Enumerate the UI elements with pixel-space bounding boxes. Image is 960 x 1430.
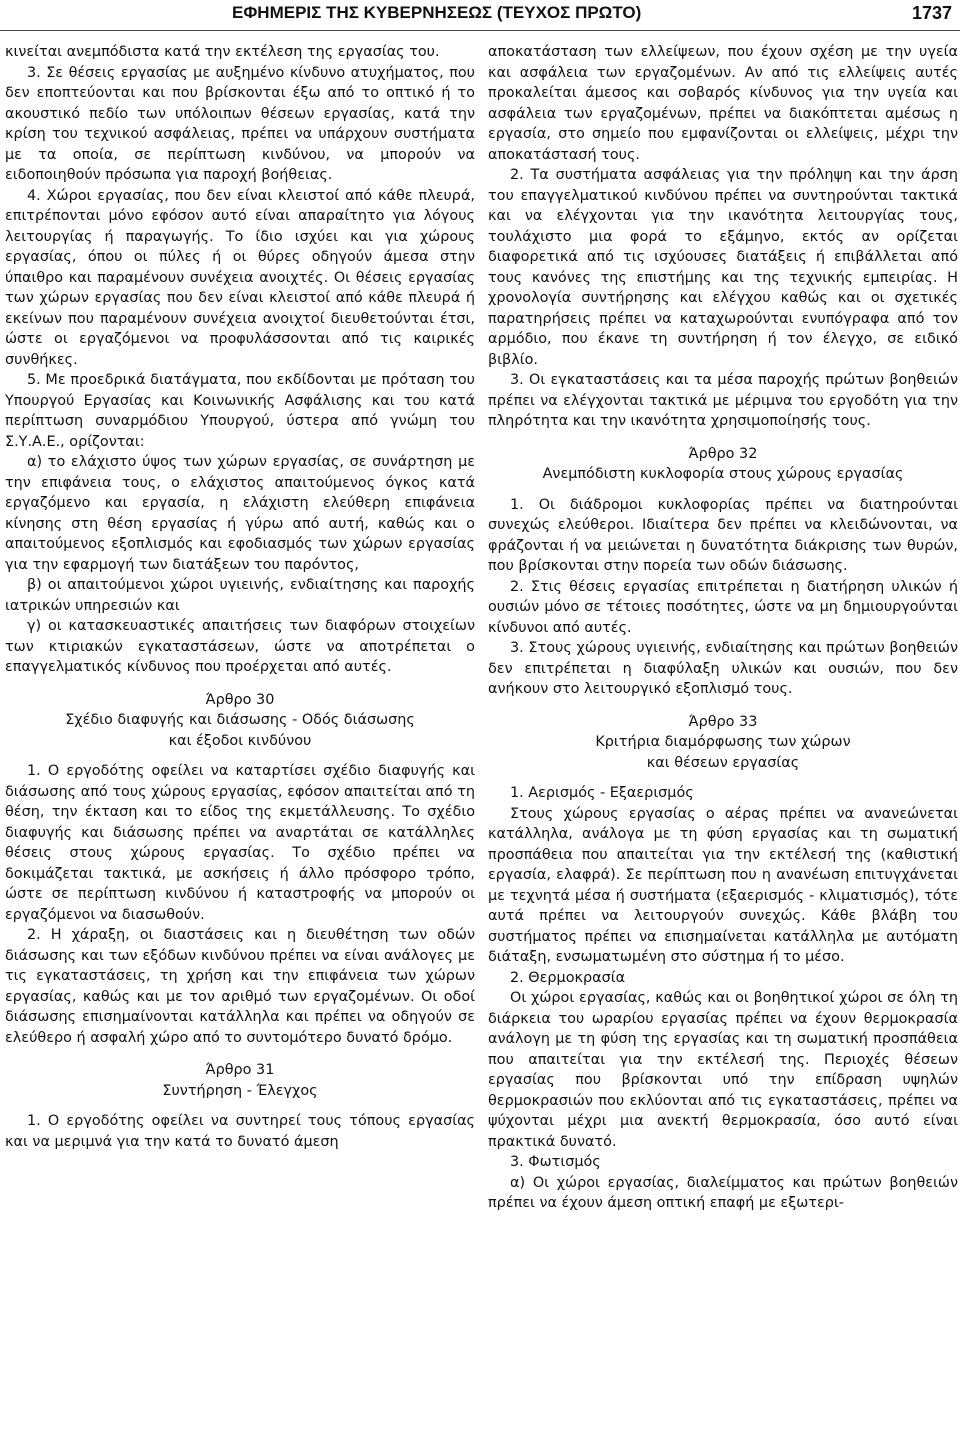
page-header (0, 0, 960, 30)
section-heading: 3. Φωτισμός (510, 1154, 601, 1170)
paragraph: 3. Οι εγκαταστάσεις και τα μέσα παροχής πρώτων βοηθειών πρέπει να ελέγχονται τακτικά με μέριμνα του εργοδότη για την πληρότητα και την ικανότητα χρησιμοποίησής τους. (488, 372, 958, 429)
paragraph: α) το ελάχιστο ύψος των χώρων εργασίας, σε συνάρτηση με την επιφάνεια τους, ο ελάχιστος απαιτούμενος όγκος κατά εργαζόμενο και εργασία, η ελάχιστη ελεύθερη επιφάνεια κίνησης στη θέση εργασίας ή γύρω από αυτή, καθώς και ο απαιτούμενος εξοπλισμός και εφοδιασμός των χώρων εργασίας για την εφαρμογή των διατάξεων του παρόντος, (5, 454, 475, 573)
article-30-heading (5, 690, 475, 752)
paragraph: α) Οι χώροι εργασίας, διαλείμματος και πρώτων βοηθειών πρέπει να έχουν άμεση οπτική επαφή με εξωτερι- (488, 1174, 958, 1211)
article-subtitle: και έξοδοι κινδύνου (168, 732, 312, 749)
article-subtitle: Ανεμπόδιστη κυκλοφορία στους χώρους εργασίας (542, 466, 904, 482)
gazette-title: ΕΦΗΜΕΡΙΣ ΤΗΣ ΚΥΒΕΡΝΗΣΕΩΣ (ΤΕΥΧΟΣ ΠΡΩΤΟ) (232, 3, 642, 22)
article-title: Άρθρο 30 (205, 691, 275, 708)
left-column (5, 42, 475, 1427)
paragraph: 2. Η χάραξη, οι διαστάσεις και η διευθέτηση των οδών διάσωσης και των εξόδων κινδύνου πρέπει να είναι ανάλογες με τις εγκαταστάσεις, τη χρήση και την επιφάνεια των χώρων εργασίας, καθώς και με τον αριθμό των εργαζομένων. Οι οδοί διάσωσης επισημαίνονται κατάλληλα και πρέπει να οδηγούν σε ελεύθερο ή ασφαλή χώρο από το συντομότερο δυνατό δρόμο. (5, 927, 475, 1046)
article-title: Άρθρο 33 (688, 713, 758, 730)
paragraph: 2. Τα συστήματα ασφάλειας για την πρόληψη και την άρση του επαγγελματικού κινδύνου πρέπει να συντηρούνται τακτικά και να ελέγχονται για την ικανότητα λειτουργίας τους, τουλάχιστο μια φορά το εξάμηνο, εκτός αν ορίζεται διαφορετικά από τις ισχύουσες διατάξεις ή επιβάλλεται από τους κανόνες της επιστήμης και της τεχνικής εμπειρίας. Η χρονολογία συντήρησης και ελέγχου καθώς και οι σχετικές παρατηρήσεις πρέπει να καταχωρούνται ενυπόγραφα από τον αρμόδιο, που έκανε τη συντήρηση ή τον έλεγχο, σε ειδικό βιβλίο. (488, 167, 958, 368)
paragraph: 5. Με προεδρικά διατάγματα, που εκδίδονται με πρόταση του Υπουργού Εργασίας και Κοινωνικής Ασφάλισης και του κατά περίπτωση συναρμόδιου Υπουργού, ύστερα από γνώμη του Σ.Υ.Α.Ε., ορίζονται: (5, 372, 475, 450)
paragraph: 1. Ο εργοδότης οφείλει να καταρτίσει σχέδιο διαφυγής και διάσωσης από τους χώρους εργασίας, εφόσον απαιτείται από τη θέση, την έκταση και το είδος της εκμετάλλευσης. Το σχέδιο διαφυγής και διάσωσης πρέπει να αναρτάται σε κατάλληλες θέσεις στους χώρους εργασίας. Το σχέδιο πρέπει να δοκιμάζεται τακτικά, με ασκήσεις ή άλλο πρόσφορο τρόπο, ώστε σε περίπτωση κινδύνου ή καταστροφής να μπορούν οι εργαζόμενοι να διασωθούν. (5, 763, 475, 923)
section-heading: 1. Αερισμός - Εξαερισμός (510, 785, 694, 801)
paragraph: 3. Σε θέσεις εργασίας με αυξημένο κίνδυνο ατυχήματος, που δεν εποπτεύονται και που βρίσκονται έξω από το οπτικό ή το ακουστικό πεδίο των υπόλοιπων θέσεων εργασίας, κατά την κρίση του τεχνικού ασφάλειας, πρέπει να υπάρχουν συστήματα με τα οποία, σε περίπτωση κινδύνου, να μπορούν να ειδοποιηθούν πρόσωπα για παροχή βοήθειας. (5, 64, 475, 183)
paragraph: γ) οι κατασκευαστικές απαιτήσεις των διαφόρων στοιχείων των κτιριακών εγκαταστάσεων, ώστε να αποτρέπεται ο επαγγελματικός κίνδυνος που προέρχεται από αυτές. (5, 618, 475, 675)
paragraph: 3. Στους χώρους υγιεινής, ενδιαίτησης και πρώτων βοηθειών δεν επιτρέπεται η διαφύλαξη υλικών και ουσιών, που δεν ανήκουν στο λειτουργικό εξοπλισμό τους. (488, 640, 958, 697)
article-title: Άρθρο 32 (688, 445, 758, 462)
article-32-heading (488, 444, 958, 485)
article-subtitle: Συντήρηση - Έλεγχος (162, 1082, 318, 1099)
paragraph: κινείται ανεμπόδιστα κατά την εκτέλεση της εργασίας του. (5, 44, 440, 60)
paragraph: β) οι απαιτούμενοι χώροι υγιεινής, ενδιαίτησης και παροχής ιατρικών υπηρεσιών και (5, 577, 475, 614)
paragraph: αποκατάσταση των ελλείψεων, που έχουν σχέση με την υγεία και ασφάλεια των εργαζομένων. Αν από τις ελλείψεις αυτές προκαλείται άμεσος και σοβαρός κίνδυνος για την υγεία και ασφάλεια των εργαζομένων, πρέπει να διακόπτεται αμέσως η εργασία, στο σημείο που εμφανίζονται οι ελλείψεις, μέχρι την αποκατάστασή τους. (488, 44, 958, 163)
section-heading: 2. Θερμοκρασία (510, 969, 626, 986)
paragraph: 4. Χώροι εργασίας, που δεν είναι κλειστοί από κάθε πλευρά, επιτρέπονται μόνο εφόσον αυτό είναι απαραίτητο για λόγους λειτουργίας ή παραγωγής. Το ίδιο ισχύει και για χώρους εργασίας, όπου οι πύλες ή οι θύρες οδηγούν άμεσα στην ύπαιθρο και παραμένουν συνέχεια ανοιχτές. Οι θέσεις εργασίας των χώρων εργασίας που δεν είναι κλειστοί από κάθε πλευρά ή εκείνων που παραμένουν συνέχεια ανοιχτοί διευθετούνται έτσι, ώστε οι εργαζόμενοι να προφυλάσσονται από τις καιρικές συνθήκες. (5, 187, 475, 368)
article-31-heading (5, 1060, 475, 1101)
header-divider (0, 30, 960, 31)
paragraph: Στους χώρους εργασίας ο αέρας πρέπει να ανανεώνεται κατάλληλα, ανάλογα με τη φύση εργασίας και τη σωματική προσπάθεια που απαιτείται για την εκτέλεσή της (καθιστική εργασία, ελαφρά). Σε περίπτωση που η ανανέωση επιτυγχάνεται με τεχνητά μέσα ή συστήματα (εξαερισμός - κλιματισμός), τότε αυτά πρέπει να λειτουργούν συνεχώς. Κάθε βλάβη του συστήματος πρέπει να επισημαίνεται κατάλληλα με αυτόματη διάταξη, ενσωματωμένη στο σύστημα ή το μέσο. (488, 805, 958, 965)
paragraph: 1. Οι διάδρομοι κυκλοφορίας πρέπει να διατηρούνται συνεχώς ελεύθεροι. Ιδιαίτερα δεν πρέπει να κλειδώνονται, να φράζονται ή να μειώνεται η δυνατότητα διάκρισης των θυρών, που βρίσκονται στην πορεία των οδών διάσωσης. (488, 496, 958, 574)
article-subtitle: Σχέδιο διαφυγής και διάσωσης - Οδός διάσωσης (65, 712, 415, 728)
page-number: 1737 (911, 3, 952, 23)
paragraph: 2. Στις θέσεις εργασίας επιτρέπεται η διατήρηση υλικών ή ουσιών μόνο σε τέτοιες ποσότητες, ώστε να μη δημιουργούνται κίνδυνοι από αυτές. (488, 578, 958, 636)
article-subtitle: Κριτήρια διαμόρφωσης των χώρων (595, 734, 851, 750)
article-title: Άρθρο 31 (205, 1062, 275, 1078)
right-column (488, 42, 958, 1427)
article-subtitle: και θέσεων εργασίας (646, 754, 800, 771)
paragraph: Οι χώροι εργασίας, καθώς και οι βοηθητικοί χώροι σε όλη τη διάρκεια του ωραρίου εργασίας πρέπει να έχουν θερμοκρασία ανάλογη με τη φύση της εργασίας και τη σωματική προσπάθεια που απαιτείται για την εκτέλεσή της. Περιοχές θέσεων εργασίας που βρίσκονται υπό την επίδραση υψηλών θερμοκρασιών που εκλύονται από τις εγκαταστάσεις, πρέπει να ψύχονται μέχρι μια ανεκτή θερμοκρασία, όσο αυτό είναι πρακτικά δυνατό. (488, 990, 958, 1150)
article-33-heading (488, 712, 958, 774)
paragraph: 1. Ο εργοδότης οφείλει να συντηρεί τους τόπους εργασίας και να μεριμνά για την κατά το δυνατό άμεση (5, 1113, 475, 1150)
